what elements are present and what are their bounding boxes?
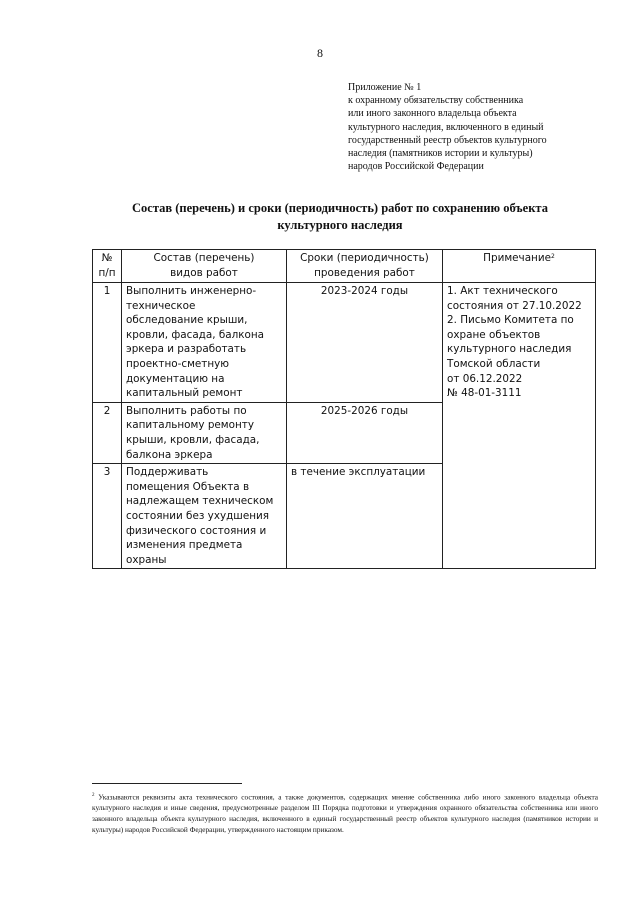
work-line: Выполнить инженерно- <box>126 285 257 297</box>
work-line: обследование крыши, <box>126 314 248 327</box>
footnote-ref: 2 <box>551 253 555 260</box>
work-line: кровли, фасада, балкона <box>126 328 265 341</box>
appendix-line: культурного наследия, включенного в единый <box>348 121 544 133</box>
work-line: капитальному ремонту <box>126 419 254 432</box>
works-table <box>92 249 596 569</box>
appendix-line: к охранному обязательству собственника <box>348 95 524 107</box>
header-number-line1: № <box>101 252 113 264</box>
work-line: охраны <box>126 553 167 566</box>
work-line: Поддерживать <box>126 466 209 479</box>
header-term-line1: Сроки (периодичность) <box>300 252 429 264</box>
header-work-line2: видов работ <box>170 266 238 279</box>
note-line: состояния от 27.10.2022 <box>447 299 582 312</box>
row-work <box>122 402 287 463</box>
footnote <box>92 790 598 835</box>
note-line: 2. Письмо Комитета по <box>447 314 574 327</box>
header-term <box>287 250 443 283</box>
appendix-line: народов Российской Федерации <box>348 161 484 173</box>
row-term: в течение эксплуатации <box>287 464 443 569</box>
work-line: эркера и разработать <box>126 343 247 356</box>
work-line: крыши, кровли, фасада, <box>126 433 260 446</box>
note-line: от 06.12.2022 <box>447 372 523 385</box>
note-line: охране объектов <box>447 328 541 341</box>
note-line: 1. Акт технического <box>447 285 558 297</box>
title-line-1: Состав (перечень) и сроки (периодичность) работ по сохранению объекта <box>132 201 548 215</box>
table-row <box>93 283 596 403</box>
work-line: техническое <box>126 299 196 312</box>
header-number-line2: п/п <box>98 266 116 279</box>
note-line: № 48-01-3111 <box>447 387 522 400</box>
work-line: капитальный ремонт <box>126 387 243 400</box>
appendix-line: Приложение № 1 <box>348 82 422 93</box>
appendix-header <box>348 81 608 173</box>
work-line: состоянии без ухудшения <box>126 509 270 522</box>
header-work <box>122 250 287 283</box>
work-line: Выполнить работы по <box>126 404 247 417</box>
title-line-2: культурного наследия <box>277 218 403 232</box>
appendix-line: государственный реестр объектов культурного <box>348 134 547 146</box>
note-cell <box>443 283 596 569</box>
work-line: изменения предмета <box>126 539 243 552</box>
appendix-line: наследия (памятников истории и культуры) <box>348 148 533 160</box>
footnote-marker: 2 <box>92 793 95 798</box>
row-work <box>122 464 287 569</box>
row-work <box>122 283 287 403</box>
header-note-label: Примечание <box>483 252 551 264</box>
header-number <box>93 250 122 283</box>
work-line: проектно-сметную <box>126 357 230 370</box>
row-number: 2 <box>93 402 122 463</box>
footnote-text: Указываются реквизиты акта технического состояния, а также документов, содержащих мнение собственника либо иного законного владельца объекта культурного наследия и иные сведения, предусмотренные разделом III Порядка подготовки и утверждения охранного обязательства собственника или иного законного владельца объекта культурного наследия, включенного в единый государственный реестр объектов культурного наследия (памятников истории и культуры) народов Российской Федерации, утвержденного настоящим приказом. <box>92 792 599 835</box>
work-line: балкона эркера <box>126 448 213 461</box>
row-number: 3 <box>93 464 122 569</box>
work-line: помещения Объекта в <box>126 480 250 493</box>
header-work-line1: Состав (перечень) <box>153 252 255 264</box>
footnote-divider <box>92 783 242 784</box>
appendix-line: или иного законного владельца объекта <box>348 108 517 120</box>
work-line: физического состояния и <box>126 524 267 537</box>
work-line: надлежащем техническом <box>126 495 274 508</box>
row-term: 2025-2026 годы <box>287 402 443 463</box>
row-number: 1 <box>93 283 122 403</box>
header-note <box>443 250 596 283</box>
work-line: документацию на <box>126 372 225 385</box>
table-header-row <box>93 250 596 283</box>
note-line: Томской области <box>447 357 541 370</box>
header-term-line2: проведения работ <box>314 266 415 279</box>
note-line: культурного наследия <box>447 343 572 356</box>
row-term: 2023-2024 годы <box>287 283 443 403</box>
document-title <box>60 200 620 234</box>
page-number: 8 <box>317 46 323 60</box>
